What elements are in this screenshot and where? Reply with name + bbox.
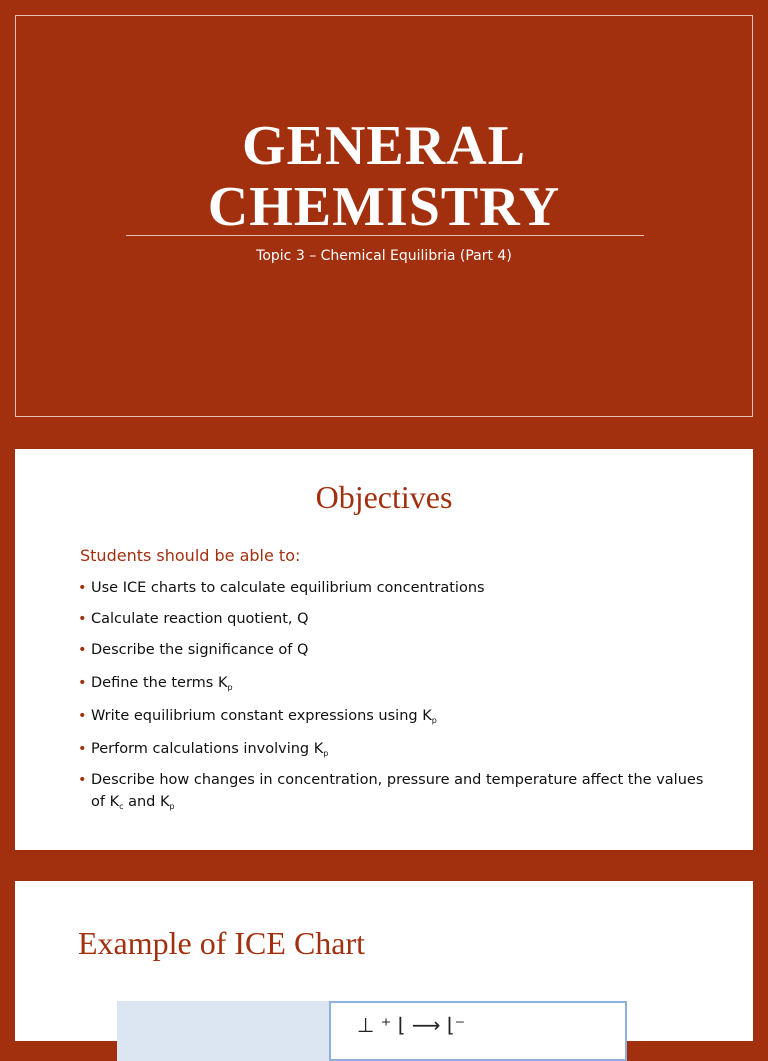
list-item: • Use ICE charts to calculate equilibrium concentrations bbox=[78, 577, 718, 599]
title-slide bbox=[15, 15, 753, 417]
title-divider bbox=[126, 235, 644, 236]
title-line-2: CHEMISTRY bbox=[207, 176, 561, 238]
list-item: • Perform calculations involving $K_p$ bbox=[78, 738, 718, 760]
list-item: • Calculate reaction quotient, Q bbox=[78, 608, 718, 630]
bullet-icon: • bbox=[78, 580, 87, 596]
ice-title: Example of ICE Chart bbox=[78, 925, 366, 961]
list-item: • Describe the significance of Q bbox=[78, 639, 718, 661]
equation-cell bbox=[329, 1001, 627, 1061]
objectives-title: Objectives bbox=[315, 479, 453, 515]
bullet-icon: • bbox=[78, 741, 87, 757]
list-item: • Define the terms $K_p$ bbox=[78, 672, 718, 694]
ice-table bbox=[117, 1001, 627, 1061]
bullet-icon: • bbox=[78, 772, 87, 788]
title bbox=[16, 116, 752, 238]
bullet-icon: • bbox=[78, 675, 87, 691]
objectives-list bbox=[78, 577, 718, 813]
bullet-icon: • bbox=[78, 642, 87, 658]
equation-text: ⊥ ⁺ ⌊ ⟶ ⌊⁻ bbox=[357, 1013, 466, 1037]
subtitle: Topic 3 – Chemical Equilibria (Part 4) bbox=[256, 248, 512, 264]
ice-chart-slide bbox=[15, 881, 753, 1041]
list-item: • Write equilibrium constant expressions using $K_p$ bbox=[78, 705, 718, 727]
list-item: • Describe how changes in concentration, pressure and temperature affect the values of $K_c$ and $K_p$ bbox=[78, 769, 718, 813]
objectives-lead: Students should be able to: bbox=[80, 546, 301, 565]
bullet-icon: • bbox=[78, 708, 87, 724]
objectives-slide bbox=[15, 449, 753, 850]
bullet-icon: • bbox=[78, 611, 87, 627]
title-line-1: GENERAL bbox=[242, 115, 526, 177]
